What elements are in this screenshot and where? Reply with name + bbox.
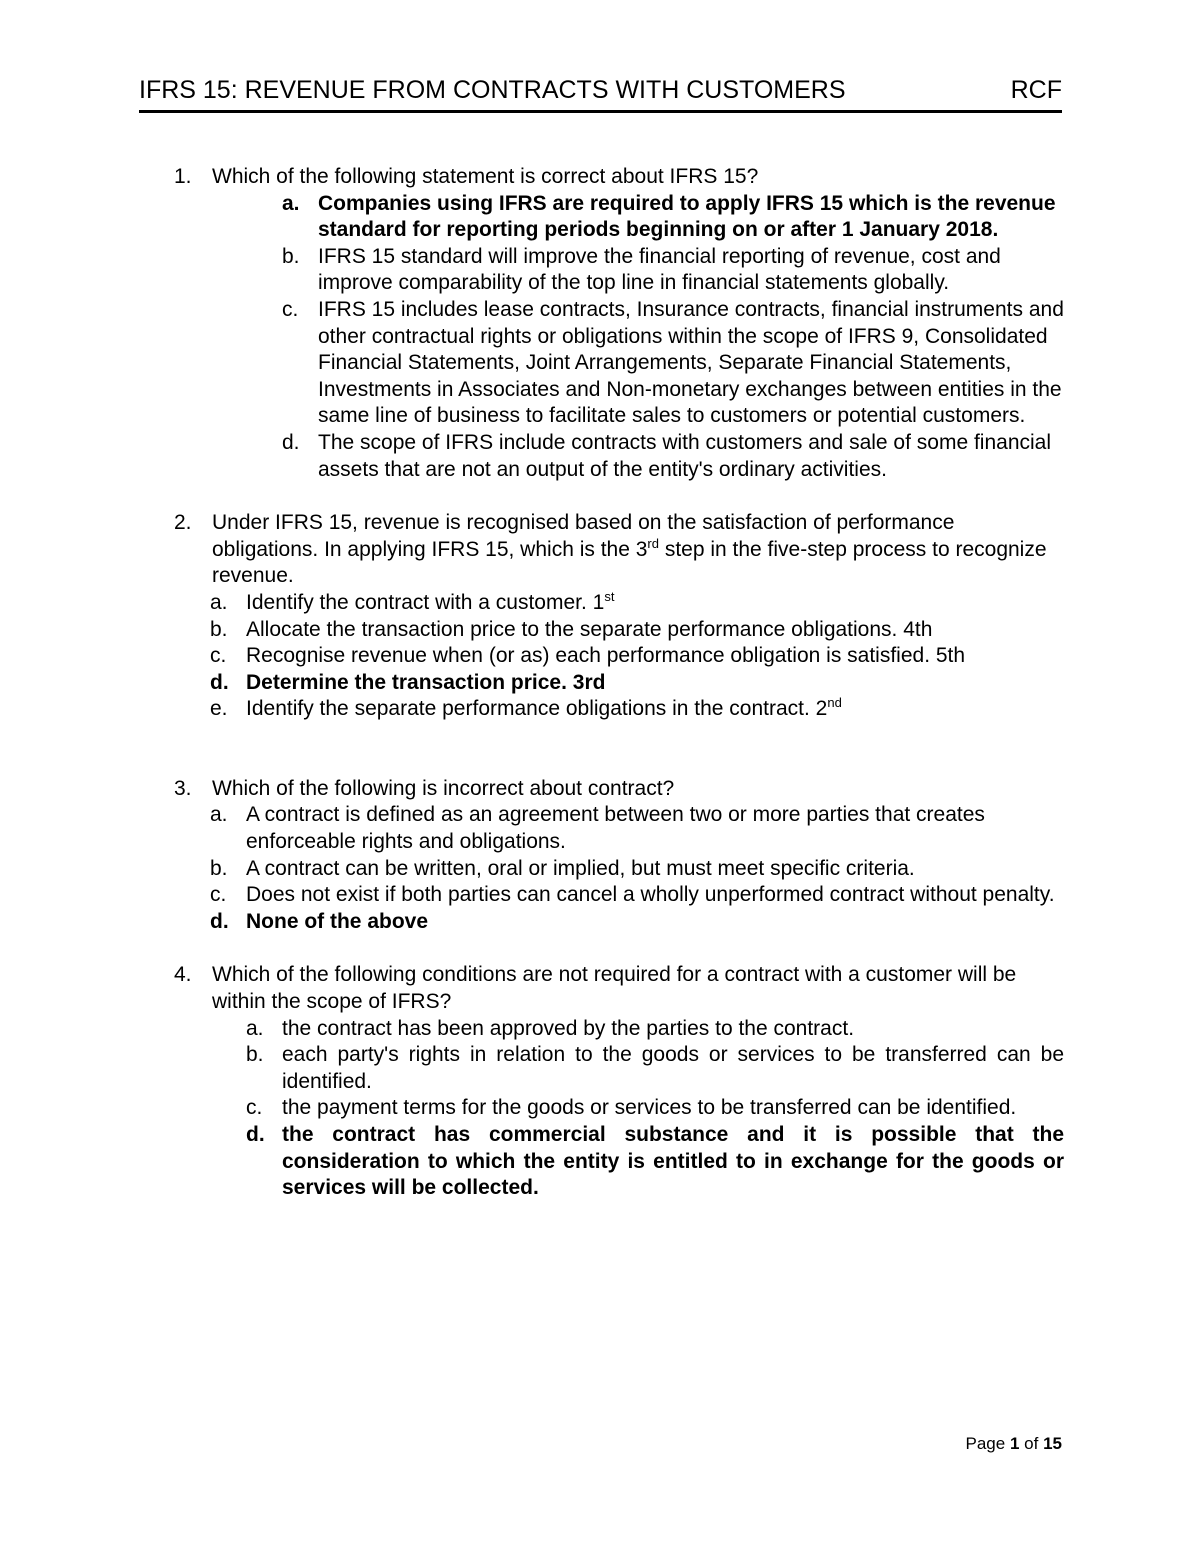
option-letter: b.: [282, 244, 300, 268]
option: [246, 1095, 1064, 1122]
superscript: rd: [647, 535, 659, 551]
option-text: the contract has commercial substance and it is possible that the consideration to which the entity is entitled to in exchange for the goods or services will be collected.: [282, 1123, 1064, 1200]
option: [282, 244, 1064, 297]
option-text: Determine the transaction price. 3rd: [246, 670, 606, 694]
option: [210, 802, 1064, 855]
option-text: A contract is defined as an agreement between two or more parties that creates enforceable rights and obligations.: [246, 803, 985, 854]
option-letter: c.: [210, 644, 227, 668]
option-letter: c.: [282, 297, 299, 321]
question-3: [174, 776, 1064, 936]
question-number: 4.: [174, 963, 192, 987]
option-correct: [210, 909, 1064, 936]
option-letter: b.: [246, 1043, 264, 1067]
option-letter: a.: [246, 1016, 264, 1040]
option-text: Does not exist if both parties can cancel a wholly unperformed contract without penalty.: [246, 883, 1055, 907]
question-list: [174, 164, 1064, 1202]
header-code: RCF: [1010, 76, 1062, 104]
option: [246, 1016, 1064, 1043]
option-letter: c.: [210, 883, 227, 907]
option-letter: c.: [246, 1096, 263, 1120]
header-title: IFRS 15: REVENUE FROM CONTRACTS WITH CUSTOMERS: [139, 76, 846, 104]
option-text: None of the above: [246, 909, 429, 933]
option-list: [246, 1016, 1064, 1202]
question-number: 1.: [174, 165, 192, 188]
option-letter: a.: [210, 803, 228, 827]
option-list: [210, 590, 1064, 723]
option-letter: e.: [210, 697, 228, 721]
option-letter: d.: [210, 670, 229, 694]
question-stem: [174, 510, 1064, 590]
option: [246, 1042, 1064, 1095]
question-stem: [174, 962, 1064, 1015]
option-text: Allocate the transaction price to the separate performance obligations. 4th: [246, 617, 933, 641]
option-letter: a.: [210, 590, 228, 614]
question-stem: [174, 776, 1064, 803]
option-list: [210, 802, 1064, 935]
option-text: Recognise revenue when (or as) each performance obligation is satisfied. 5th: [246, 644, 966, 668]
page-number: Page 1 of 15: [965, 1434, 1062, 1453]
option-text: the payment terms for the goods or services to be transferred can be identified.: [282, 1096, 1017, 1120]
option-letter: d.: [282, 430, 300, 454]
question-2: [174, 510, 1064, 723]
superscript: st: [604, 588, 615, 604]
question-text: Which of the following is incorrect about contract?: [212, 776, 675, 800]
option-text: A contract can be written, oral or implied, but must meet specific criteria.: [246, 856, 915, 880]
question-number: 3.: [174, 776, 192, 800]
option-letter: b.: [210, 617, 228, 641]
option-letter: d.: [246, 1123, 265, 1146]
page-header: [139, 74, 1062, 113]
question-number: 2.: [174, 511, 192, 535]
option: [210, 856, 1064, 883]
option: [210, 882, 1064, 909]
option: [210, 696, 1064, 723]
option-text: Companies using IFRS are required to apply IFRS 15 which is the revenue standard for reporting periods beginning on or after 1 January 2018.: [318, 191, 1056, 242]
option-correct: [282, 191, 1064, 244]
question-1: [174, 164, 1064, 483]
option-correct: [246, 1122, 1064, 1202]
option-letter: a.: [282, 191, 300, 215]
option: [282, 297, 1064, 430]
option-text: The scope of IFRS include contracts with customers and sale of some financial assets that are not an output of the entity's ordinary activities.: [318, 430, 1052, 481]
option-text: Identify the separate performance obligations in the contract. 2nd: [246, 695, 842, 721]
option: [210, 643, 1064, 670]
option-list: [282, 191, 1064, 484]
option-letter: d.: [210, 909, 229, 933]
option-text: Identify the contract with a customer. 1st: [246, 588, 615, 614]
option-text: IFRS 15 standard will improve the financial reporting of revenue, cost and improve comparability of the top line in financial statements globally.: [318, 244, 1001, 295]
question-text: Which of the following statement is correct about IFRS 15?: [212, 165, 759, 188]
question-4: [174, 962, 1064, 1201]
question-text: Which of the following conditions are not required for a contract with a customer will be within the scope of IFRS?: [212, 963, 1017, 1014]
option: [210, 617, 1064, 644]
question-stem: [174, 164, 1064, 191]
option-text: IFRS 15 includes lease contracts, Insurance contracts, financial instruments and other contractual rights or obligations within the scope of IFRS 9, Consolidated Financial Statements, Joint Arrangements, Separate Financial Statements, Investments in Associates and Non-monetary exchanges between entities in the same line of business to facilitate sales to customers or potential customers.: [318, 297, 1064, 428]
option-text: the contract has been approved by the parties to the contract.: [282, 1016, 855, 1040]
option: [282, 430, 1064, 483]
question-text: Under IFRS 15, revenue is recognised based on the satisfaction of performance obligations. In applying IFRS 15, which is the 3rd step in the five-step process to recognize revenue.: [212, 511, 1047, 588]
option: [210, 590, 1064, 617]
option-letter: b.: [210, 856, 228, 880]
option-text: each party's rights in relation to the goods or services to be transferred can be identified.: [282, 1043, 1064, 1093]
superscript: nd: [827, 695, 842, 711]
option-correct: [210, 670, 1064, 697]
